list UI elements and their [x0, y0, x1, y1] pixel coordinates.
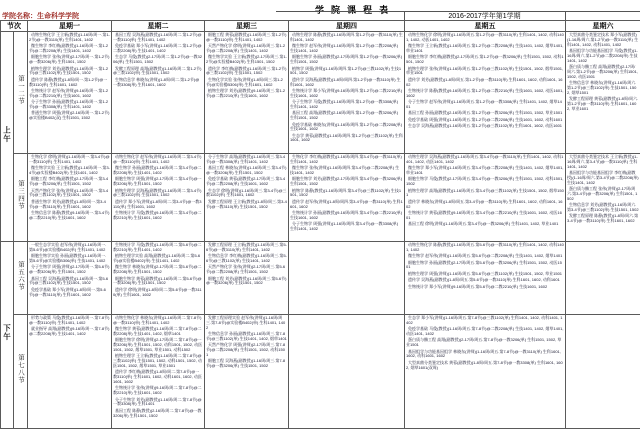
course-entry: 细胞生物学 孙丽(副教授)(2-17周/周四.第1-2节)@一教3206(单) 生科1501, 1502 [290, 54, 403, 65]
course-entry: 细胞工程 吴海燕(副教授)(1-16周/周三.第7-8节)@一教3206(单) 生技1501, 1502 [206, 358, 286, 368]
day-header-tuesday: 星期二 [112, 21, 205, 32]
course-entry: 微生物学实验 王立新(教授)(1-16周/周一.第3-4节)@实验楼B402(单) 生技1401, 1402 [29, 165, 110, 175]
course-entry: 微生物学 林晓东(讲师)(2-17周/周二.第5-6节)@二教2208(单) 生科1501, 1502 [113, 264, 202, 275]
course-entry: 动物生物化学 陈静(教授)(1-16周/周五.第5-6节)@一教3110(单) 生科1401, 1402, 动科1401, 1402 [406, 242, 564, 252]
schedule-cell-thursday-4 [289, 315, 405, 429]
course-entry: 免疫学基础 郑小军(讲师)(1-16周/周二.第1-2节)@二教2208(单) 生技1401, 1402 [113, 43, 202, 53]
course-entry: 生物化学 徐明(讲师)(1-16周/周一.第3-4节)@一教3110(单) 生科1401, 1402 [29, 154, 110, 164]
day-header-monday: 星期一 [28, 21, 112, 32]
course-entry: 生物统计学 陈静(教授)(9-16周/周五.第1-2节)@二教2210(单) 生技1601, 1602, 动医1601, 1602 [406, 87, 564, 98]
period-label: 第七八节 [17, 354, 24, 384]
course-entry: 发酵工程原理 王立新(教授)(1-16周/周三.第5-6节)@一教3110(单) 生科1401, 1402 [206, 242, 287, 252]
course-entry: 植物生理学 王立新(教授)(1-16周/周二.第7-8节)@三教1102(单) 生技1501, 1502, 动科1501, 1502, 动医1501, 1502, 烟草1501, 草业1501 [113, 353, 202, 368]
schedule-cell-wednesday-3 [205, 242, 289, 315]
course-entry: 天然产物化学 徐明(讲师)(1-16周/周三.第1-2节)@二教2208(单) 生技1401, 1402 [206, 43, 286, 53]
course-entry: 微生物学 张伟(讲师)(1-16周/周四.第3-4节)@二教2208(单) 生技1401, 1402 [290, 165, 400, 175]
course-entry: 基因工程 林晓东(讲师)(1-16周/周三.第3-4节)@一教3206(单) 生科1501, 1502 [206, 165, 287, 175]
schedule-cell-thursday-3 [289, 242, 405, 315]
schedule-cell-saturday-2 [566, 154, 640, 242]
schedule-row-3 [1, 242, 640, 315]
course-entry: 植物生理学 周强(讲师)(1-16周/周五.第5-6节)@三教1102(单) 生技1501, 1502, 草业1501 [408, 270, 563, 276]
course-entry: 分子生物学 周强(讲师)(2-17周/周一.第5-6节)@一教3206(单) 生科1501, 1502 [29, 264, 110, 275]
period-label-cell-4 [14, 315, 28, 429]
course-entry: 细胞生物学 李红梅(副教授)(2-17周/周五.第1-2节)@一教3206(单) 生科1501, 1502, 动科1501, 1502 [406, 54, 564, 65]
time-of-day-label: 上午 [2, 125, 12, 143]
morning-label-cell [1, 32, 14, 242]
course-entry: 生物统计学 黄蓉(副教授)(9-16周/周五.第3-4节)@二教2210(单) 生技1601, 1602, 动医1601 [406, 209, 562, 220]
schedule-table [0, 20, 640, 429]
course-entry: 细胞工程 李红梅(副教授)(2-17周/周一.第3-4节)@一教3206(单) 生科1501, 1502 [29, 176, 109, 187]
course-entry: 生物统计学 马俊(教授)(1-16周/周二.第5-6节)@二教2210(单) 生科1401, 1402 [113, 242, 202, 252]
schedule-cell-tuesday-3 [112, 242, 205, 315]
schedule-cell-friday-1 [405, 32, 566, 154]
course-entry: 植物生理学 张伟(讲师)(1-16周/周五.第1-2节)@三教1102(单) 生技1501, 1502, 烟草1501, 草业1501 [406, 65, 564, 76]
course-entry: 细胞工程 黄蓉(副教授)(1-16周/周三.第1-2节)@一教3110(单) 生科1401, 1402 [206, 32, 287, 42]
course-entry: 细胞生物学 徐明(讲师)(2-17周/周二.第7-8节)@一教3206(单) 生科1501, 1502, 动科1501, 1502, 动医1501, 1502, 烟草1501, 草业1501, 动科1502 [113, 337, 203, 352]
header-row [1, 21, 640, 32]
course-entry: 分子生物学 孙丽(副教授)(1-16周/周一.第1-2节)@一教3308(单) 生科1401, 1402 [29, 99, 109, 109]
course-entry: 动物生理学 陈静(教授)(1-16周/周四.第1-2节)@一教3110(单) 生科1401, 1402 [290, 32, 403, 42]
course-entry: 生物信息学 孙丽(副教授)(1-16周/周三.第7-8节)@三教1102(单) 生技1401, 1402, 烟草1401 [206, 330, 287, 341]
course-entry: 微生物学 孙丽(副教授)(1-16周/周二.第3-4节)@二教2208(单) 生技1401, 1402 [113, 165, 202, 175]
course-entry: 遗传学 郑小军(讲师)(1-8周/周二.第3-4节)@一教3110(单) 生科1601, 1602 [113, 198, 202, 209]
schedule-cell-tuesday-4 [112, 315, 205, 429]
course-entry: 生物统计学 孙丽(副教授)(9-16周/周四.第3-4节)@二教2210(单) 生技1601, 1602 [290, 209, 403, 220]
schedule-table-wrap [0, 20, 640, 429]
course-entry: 生物统计学 张伟(讲师)(9-16周/周二.第7-8节)@二教2210(单) 生技1601, 1602 [113, 385, 202, 396]
course-entry: 免疫学基础 周强(讲师)(1-16周/周五.第1-2节)@二教2208(单) 生技1601, 1602, 动科1601 [408, 116, 563, 122]
course-entry: 发酵工程原理实验 赵军伟(讲师)(1-16周/周三.第7-8节)@实验楼B402(单) 生科1401, 1402 [206, 315, 286, 330]
course-entry: 细胞工程 刘芳(副教授)(1-16周/周三.第5-6节)@一教3206(单) 生技1501, 1502 [206, 275, 287, 286]
day-header-friday: 星期五 [405, 21, 566, 32]
info-row [0, 10, 640, 20]
course-entry: 天然产物化学 张伟(讲师)(2-17周/周三.第5-6节)@二教2208(单) 生科1501, 1502 [206, 264, 286, 275]
schedule-cell-monday-4 [28, 315, 112, 429]
period-column-header: 节次 [1, 21, 28, 32]
schedule-row-1 [1, 32, 640, 154]
course-entry: 发酵工程原理 黄蓉(副教授)(1-8周/周六.第1-2节)@一教3110(单) 生科1601, 1602, 草业1601 [567, 95, 639, 111]
schedule-cell-wednesday-2 [205, 154, 289, 242]
schedule-row-2 [1, 154, 640, 242]
course-entry: 发酵工程原理 高翔(副教授)(1-16周/周二.第1-2节)@三教1102(单) 生技1501, 1502 [113, 65, 202, 76]
schedule-body [1, 32, 640, 429]
day-header-thursday: 星期四 [289, 21, 405, 32]
course-entry: 普通生物学 刘芳(副教授)(1-8周/周一.第3-4节)@一教3110(单) 生科1601, 1602 [29, 198, 106, 209]
course-entry: 生态学 吴海燕(副教授)(1-16周/周五.第1-2节)@三教1102(单) 生科1601, 1602, 动医1601 [408, 123, 563, 129]
course-entry: 免疫学基础 郑小军(讲师)(1-8周/周一.第5-6节)@一教3110(单) 生科1601, 1602 [29, 286, 106, 297]
course-entry: 细胞生物学 孙丽(副教授)(2-17周/周五.第5-6节)@一教3206(单) 生科1501, 1502, 动医1501 [406, 259, 562, 270]
schedule-cell-thursday-2 [289, 154, 405, 242]
course-entry: 遗传学 刘芳(副教授)(1-8周/周五.第1-2节)@一教3110(单) 生科1601, 1602, 动科1601, 1602 [406, 76, 563, 87]
course-entry: 生态学 徐明(讲师)(1-16周/周三.第3-4节)@三教1102(单) 生科1601, 1602 [206, 187, 287, 198]
course-entry: 大型真菌分类鉴定技术 王立新(教授)(1-16周/周六.第3-4节)@一教3110(单) 生科1401, 1402 [567, 154, 638, 169]
course-entry: 微生物学 赵军伟(讲师)(1-16周/周四.第1-2节)@二教2208(单) 生技1401, 1402 [290, 43, 399, 53]
course-entry: 生物信息学 林晓东(讲师)(1-16周/周六.第1-2节)@三教1102(单) 生技1501, 1502, 烟草1501 [567, 79, 637, 95]
afternoon-label-cell [1, 242, 14, 429]
course-entry: 发酵工程原理 陈静(教授)(1-8周/周六.第3-4节)@一教3110(单) 生科1601, 1602 [567, 213, 639, 223]
day-header-wednesday: 星期三 [205, 21, 289, 32]
course-entry: 遗传学 徐明(讲师)(1-8周/周二.第5-6节)@一教3110(单) 生科1601, 1602 [113, 286, 202, 297]
course-entry: 生态学 郑小军(讲师)(1-16周/周五.第7-8节)@三教1102(单) 生科1401, 1402, 动科1401, 1402 [406, 315, 563, 325]
course-entry: 发酵工程原理 王立新(教授)(1-8周/周三.第3-4节)@一教3110(单) 生技1501, 1502 [206, 198, 287, 209]
course-entry: 基因组学与功能基因组学 李红梅(副教授)(1-16周/周六.第3-4节)@二教2208(单) 生技1401, 1402 [567, 169, 639, 185]
schedule-cell-thursday-1 [289, 32, 405, 154]
course-entry: 动物生物化学 赵军伟(讲师)(1-16周/周二.第3-4节)@一教3110(单) 生科1401, 1402 [113, 154, 202, 164]
day-header-saturday: 星期六 [566, 21, 640, 32]
course-entry: 植物生理学 吴海燕(副教授)(1-16周/周二.第3-4节)@三教1102(单) 生技1501, 1502 [113, 187, 202, 198]
course-entry: 植物学 周强(讲师)(1-16周/周四.第1-2节)@三教1102(单) 生技1501, 1502 [290, 65, 402, 76]
course-entry: 生物化学实验 张伟(讲师)(1-8周/周三.第1-2节)@实验楼B306(单) 生科1601, 1602 [206, 76, 283, 87]
schedule-cell-wednesday-1 [205, 32, 289, 154]
schedule-cell-monday-3 [28, 242, 112, 315]
course-entry: 细胞生物学 马俊(教授)(2-17周/周五.第3-4节)@一教3206(单) 生科1501, 1502, 动科1501, 1502 [406, 176, 564, 187]
course-entry: 微生物学 赵军伟(讲师)(1-16周/周五.第5-6节)@二教2208(单) 生技1401, 1402, 烟草1401 [408, 253, 563, 259]
course-entry: 免疫学基础 林晓东(讲师)(1-16周/周四.第1-2节)@二教2208(单) 生技1601, 1602 [290, 121, 403, 132]
course-entry: 生物信息学 刘芳(副教授)(1-16周/周六.第3-4节)@三教1102(单) 生技1501, 1502 [567, 201, 639, 212]
course-entry: 普通生物学 周强(讲师)(2-16周/周一.第1-2节)@实验楼B402(双) 生科1501, 1502 [29, 110, 110, 121]
course-entry: 遗传学 吴海燕(副教授)(1-8周/周四.第1-2节)@一教3110(单) 生科1601, 1602 [290, 76, 401, 87]
period-label-cell-1 [14, 32, 28, 154]
course-entry: 遗传学 林晓东(讲师)(1-8周/周五.第3-4节)@一教3110(单) 生科1601, 1602, 动科1601, 1602 [406, 198, 563, 209]
course-entry: 微生物学 王立新(教授)(1-16周/周五.第1-2节)@二教2208(单) 生技1401, 1402, 烟草1401, 草业1401 [406, 43, 564, 53]
period-label: 第一二节 [17, 75, 24, 105]
course-entry: 动物生理学 吴海燕(副教授)(1-16周/周五.第3-4节)@一教3110(单) 生科1401, 1402, 动科1401, 1402, 动医1401, 1402 [406, 154, 564, 164]
course-entry: 免疫学基础 马俊(教授)(1-16周/周五.第7-8节)@二教2208(单) 生技1401, 1402, 烟草1401, 动医1401, 1402 [406, 326, 564, 336]
page-title: 学院课程表 [314, 5, 395, 15]
course-entry: 免疫学基础 黄蓉(副教授)(2-17周/周三.第3-4节)@二教2208(单) 生技1601, 1602 [206, 176, 286, 187]
course-entry: 分子生物学 刘芳(副教授)(1-16周/周二.第7-8节)@一教3308(单) 生科1401 [113, 396, 202, 407]
course-entry: 大型真菌分类鉴定技术 郑小军(副教授)(1-16周/周六.第1-2节)@一教3110(单) 生科1401, 1402, 动科1401, 1402 [567, 32, 639, 47]
period-label: 第五六节 [17, 260, 24, 291]
course-entry: 蛋白质与酶工程 张伟(讲师)(2-17周/周六.第3-4节)@一教3206(单) 生科1501, 1502 [567, 185, 638, 201]
course-entry: 植物生理学实验 高翔(副教授)(1-16周/周二.第5-6节)@实验楼B402(单) 生技1401, 1402 [113, 253, 201, 263]
course-entry: 细胞生物学 黄蓉(副教授)(1-16周/周二.第5-6节)@一教3206(单) 生技1501, 1502 [113, 275, 202, 286]
course-entry: 微生物学实验 王立新(教授)(2-17周/周三.第1-2节)@实验楼B402(单) 生科1501, 1502 [206, 54, 287, 65]
course-entry: 动物生物化学 王立新(教授)(1-16周/周一.第1-2节)@一教3110(单) 生科1401, 1402 [29, 32, 110, 42]
course-entry: 基因工程 陈静(教授)(2-16周/周二.第7-8节)@一教3206(单) 生科1501, 1502 [113, 407, 202, 418]
course-entry: 遗传学 陈静(教授)(1-8周/周一.第1-2节)@一教3110(单) 生科1601, 1602 [29, 76, 108, 87]
course-entry: 分子生物学 赵军伟(讲师)(1-16周/周五.第1-2节)@一教3308(单) 生科1401, 1402, 烟草1401 [406, 99, 562, 109]
course-entry: 就业指导 高翔(副教授)(9-16周/周一.第7-8节)@二教2208(单) 生技1401, 1402 [29, 326, 110, 336]
course-entry: 基因工程 吴海燕(副教授)(1-16周/周二.第1-2节)@一教3110(单) 生科1401, 1402 [113, 32, 202, 42]
schedule-cell-tuesday-1 [112, 32, 205, 154]
schedule-cell-saturday-3 [566, 242, 640, 315]
course-entry: 微生物学 李红梅(副教授)(1-16周/周一.第1-2节)@二教2208(单) 生技1401, 1402 [29, 43, 109, 53]
course-entry: 细胞生物学 刘芳(副教授)(2-17周/周四.第3-4节)@一教3206(单) 生科1501, 1502 [290, 176, 403, 187]
course-entry: 细胞生物学实验 孙丽(副教授)(1-16周/周一.第5-6节)@实验楼B306(单) 生技1401, 1402 [29, 253, 107, 263]
course-entry: 蛋白质与酶工程 高翔(副教授)(2-17周/周五.第7-8节)@一教3206(单) 生科1501, 1502, 草业1501 [406, 337, 562, 348]
course-entry: 天然产物化学 周强(讲师)(2-17周/周三.第7-8节)@二教2208(单) 生科1501, 1502, 动科1501 [206, 342, 286, 357]
course-entry: 遗传学 李红梅(副教授)(1-8周/周二.第7-8节)@一教3110(单) 生科1601, 1602, 动科1601, 1602, 动医1601, 1602 [113, 369, 202, 384]
course-entry: 生态学 马俊(教授)(2-17周/周二.第1-2节)@一教3206(单) 生科1501, 1502 [113, 54, 202, 65]
course-entry: 一般生态学实验 赵军伟(讲师)(1-16周/周一.第5-6节)@实验楼B402(单) 生科1401, 1402 [29, 242, 107, 252]
course-entry: 遗传学 赵军伟(讲师)(1-8周/周四.第3-4节)@一教3110(单) 生科1601, 1602 [290, 198, 403, 209]
schedule-cell-friday-4 [405, 315, 566, 429]
course-entry: 生物统计学 郑小军(讲师)(9-16周/周五.第5-6节)@二教2210(单) 生技1601, 1602 [408, 283, 548, 289]
course-entry: 基因工程 吴海燕(副教授)(1-16周/周一.第5-6节)@三教1102(单) 生技1501, 1502 [29, 275, 109, 286]
schedule-cell-tuesday-2 [112, 154, 205, 242]
schedule-cell-friday-2 [405, 154, 566, 242]
course-entry: 植物生理学 高翔(副教授)(1-16周/周五.第3-4节)@三教1102(单) 生技1501, 1502, 烟草1501 [406, 187, 564, 198]
course-entry: 生态学 黄蓉(副教授)(1-16周/周四.第1-2节)@三教1102(单) 生科1601, 1602 [290, 132, 403, 143]
course-entry: 生物统计学 赵军伟(讲师)(9-16周/周一.第1-2节)@二教2210(单) 生技1601, 1602 [29, 87, 109, 98]
course-entry: 基因工程 高翔(副教授)(2-16周/周四.第1-2节)@一教3206(单) 生科1501, 1502 [290, 110, 399, 121]
course-entry: 微生物学 黄蓉(副教授)(1-16周/周二.第7-8节)@二教2208(单) 生技1401, 1402, 烟草1401 [113, 326, 202, 336]
course-entry: 动物生物化学 徐明(讲师)(1-16周/周五.第1-2节)@一教3110(单) 生科1401, 1402, 动科1401, 1402, 动医1401, 1402 [406, 32, 564, 42]
course-entry: 生物化学 李红梅(副教授)(1-16周/周四.第3-4节)@一教3110(单) 生科1401, 1402 [290, 154, 402, 164]
time-of-day-label: 下午 [2, 324, 12, 341]
course-entry: 分子生物学 高翔(副教授)(1-16周/周三.第3-4节)@一教3308(单) 生科1401, 1402 [206, 154, 286, 164]
course-entry: 大型真菌分类鉴定技术 黄蓉(副教授)(1-8周/周五.第7-8节)@一教3308(单) 生科1601, 1602, 烟草1601(双周) [406, 359, 563, 370]
course-entry: 生物信息学 林晓东(讲师)(1-8周/周二.第1-2节)@一教3308(单) 生科1601, 1602 [113, 76, 200, 87]
course-entry: 基因工程 徐明(讲师)(1-16周/周五.第3-4节)@一教3206(单) 生科1401, 1402, 草业1401 [408, 221, 559, 227]
course-entry: 生物信息学 陈静(教授)(9-16周/周一.第3-4节)@二教2210(单) 生技1601, 1602 [29, 209, 110, 220]
course-entry: 植物学 陈静(教授)(1-16周/周四.第3-4节)@三教1102(单) 生技1501, 1502 [290, 187, 402, 198]
course-entry: 细胞生物学 周强(讲师)(2-17周/周二.第3-4节)@一教3206(单) 生科1501, 1502 [113, 176, 202, 187]
course-entry: 分子生物学 周强(讲师)(1-16周/周四.第3-4节)@一教3308(单) 生科1401, 1402 [290, 221, 399, 231]
course-entry: 遗传学 李红梅(副教授)(1-16周/周三.第1-2节)@三教1102(单) 生技1501, 1502 [206, 65, 287, 76]
period-label-cell-3 [14, 242, 28, 315]
period-label: 第三四节 [17, 180, 24, 210]
course-entry: 生物统计学 郑小军(讲师)(9-16周/周四.第1-2节)@二教2210(单) 生技1601, 1602 [290, 87, 403, 98]
course-entry: 基因工程 孙丽(副教授)(2-16周/周五.第1-2节)@一教3206(单) 生科1501, 1502, 草业1501 [408, 110, 563, 116]
course-entry: 植物生理学 刘芳(副教授)(9-16周/周三.第1-2节)@二教2210(单) 生技1601, 1602 [206, 87, 286, 98]
course-entry: 蛋白质与酶工程 高翔(副教授)(2-17周/周六.第1-2节)@一教3206(单) 生科1501, 1502, 动医1501 [567, 63, 638, 79]
schedule-row-4 [1, 315, 640, 429]
schedule-cell-monday-1 [28, 32, 112, 154]
period-label-cell-2 [14, 154, 28, 242]
school-name-label: 学院名称：生命科学学院 [2, 13, 79, 20]
schedule-cell-monday-2 [28, 154, 112, 242]
course-entry: 动物生物化学 林晓东(讲师)(1-16周/周二.第7-8节)@一教3110(单) 生科1401, 1402 [113, 315, 202, 325]
course-entry: 遗传学 吴海燕(副教授)(1-8周/周五.第5-6节)@一教3110(单) 生科1601, 1602, 动科1601 [408, 277, 560, 283]
course-entry: 细胞生物学 张伟(讲师)(2-17周/周一.第1-2节)@一教3206(单) 生科1501, 1502 [29, 54, 110, 65]
schedule-cell-saturday-4 [566, 315, 640, 429]
course-entry: 基因组学与功能基因组学 马俊(教授)(1-16周/周六.第1-2节)@二教2208(单) 生技1401, 1402 [567, 47, 638, 63]
course-entry: 生物信息学 李红梅(副教授)(1-16周/周三.第5-6节)@三教1102(单) 生技1401, 1402 [206, 253, 287, 263]
course-entry: 形势与政策 马俊(教授)(1-16周/周一.第7-8节)@一教3110(单) 生科1401, 1402 [29, 315, 110, 325]
course-entry: 微生物学 郑小军(讲师)(1-16周/周五.第3-4节)@二教2208(单) 生技1401, 1402, 烟草1401, 草业1401 [406, 165, 564, 175]
course-entry: 基因组学与功能基因组学 林晓东(讲师)(1-16周/周五.第7-8节)@一教3110(单) 生科1601, 1602, 动科1601, 1602 [406, 348, 561, 359]
schedule-cell-saturday-1 [566, 32, 640, 154]
course-entry: 植物生理学 刘芳(副教授)(1-16周/周一.第1-2节)@三教1102(单) 生技1501, 1502 [29, 65, 109, 76]
course-entry: 分子生物学 马俊(教授)(1-16周/周四.第1-2节)@一教3308(单) 生科1401, 1402 [290, 99, 399, 109]
semester-label: 2016-2017学年第1学期 [448, 13, 521, 20]
schedule-cell-wednesday-4 [205, 315, 289, 429]
schedule-cell-friday-3 [405, 242, 566, 315]
course-entry: 生物统计学 马俊(教授)(9-16周/周二.第3-4节)@二教2210(单) 生技1601, 1602 [113, 209, 202, 220]
course-entry: 天然产物化学 张伟(讲师)(1-16周/周一.第3-4节)@三教1102(单) 生技1501, 1502 [29, 187, 109, 198]
semester-right-border [565, 11, 566, 20]
